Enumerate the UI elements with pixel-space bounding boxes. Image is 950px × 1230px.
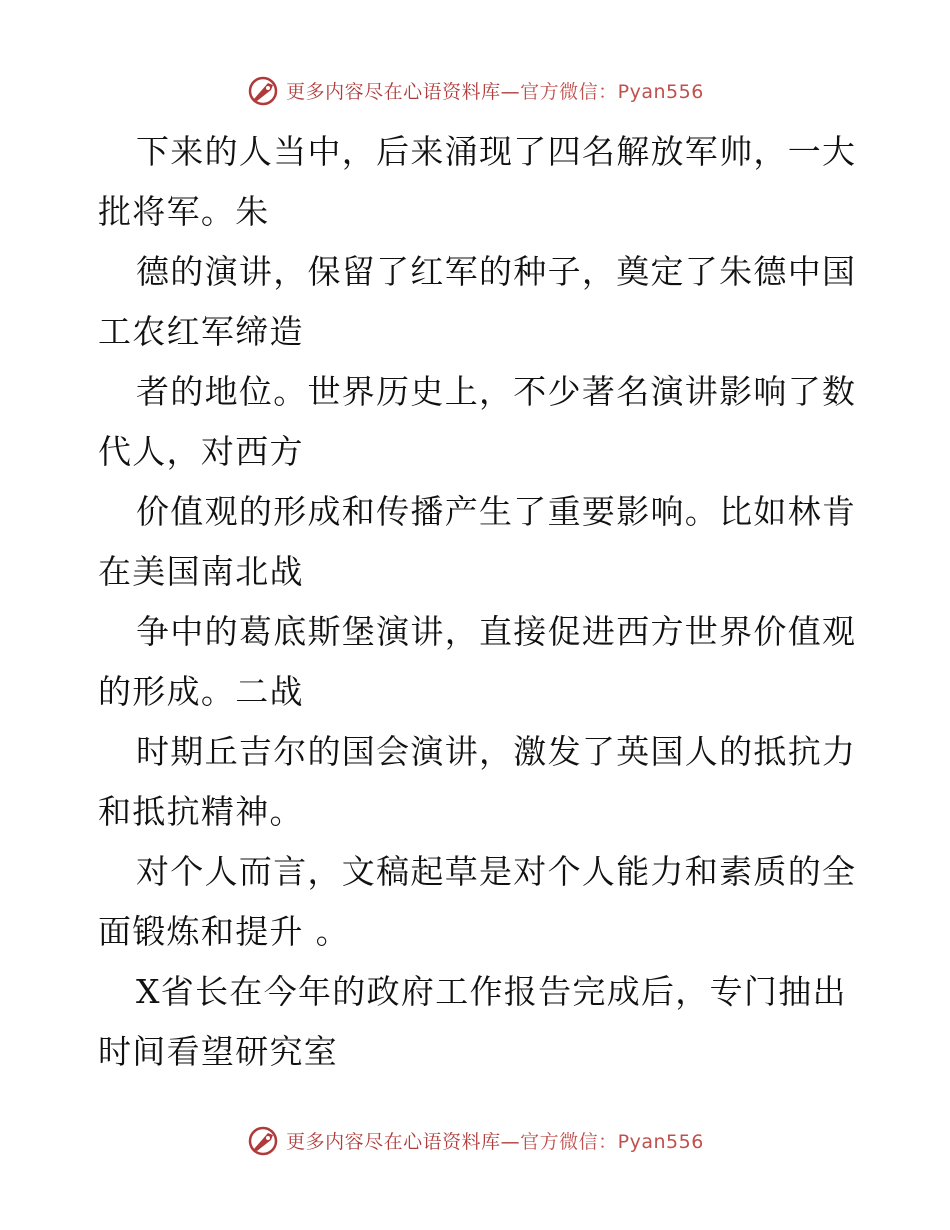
body-line: 时间看望研究室 — [98, 1032, 339, 1071]
pen-nib-logo-icon — [246, 1123, 280, 1157]
banner-wechat-text: 官方微信：Pyan556 — [520, 1130, 704, 1153]
pen-nib-logo-icon — [246, 73, 280, 107]
body-line: 下来的人当中，后来涌现了四名解放军帅，一大 — [136, 132, 857, 171]
body-line: 面锻炼和提升 。 — [98, 912, 350, 951]
body-line: 者的地位。世界历史上，不少著名演讲影响了数 — [136, 372, 857, 411]
banner-text — [286, 1127, 704, 1154]
body-line: 代人，对西方 — [98, 432, 304, 471]
body-line: 德的演讲，保留了红军的种子，奠定了朱德中国 — [136, 252, 857, 291]
body-line: 对个人而言，文稿起草是对个人能力和素质的全 — [136, 852, 857, 891]
banner-dash: — — [500, 80, 521, 103]
banner-text — [286, 77, 704, 104]
banner-site-text: 更多内容尽在心语资料库 — [286, 80, 501, 103]
body-line: X省长在今年的政府工作报告完成后，专门抽出 — [136, 972, 847, 1011]
banner-site-text: 更多内容尽在心语资料库 — [286, 1130, 501, 1153]
banner-wechat-text: 官方微信：Pyan556 — [520, 80, 704, 103]
body-line: 争中的葛底斯堡演讲，直接促进西方世界价值观 — [136, 612, 857, 651]
body-line: 价值观的形成和传播产生了重要影响。比如林肯 — [136, 492, 857, 531]
document-body — [98, 122, 858, 1082]
body-line: 的形成。二战 — [98, 672, 304, 711]
body-line: 批将军。朱 — [98, 192, 270, 231]
body-line: 时期丘吉尔的国会演讲，激发了英国人的抵抗力 — [136, 732, 857, 771]
body-line: 在美国南北战 — [98, 552, 304, 591]
header-banner — [0, 70, 950, 110]
body-line: 工农红军缔造 — [98, 312, 304, 351]
body-line: 和抵抗精神。 — [98, 792, 304, 831]
footer-banner — [0, 1120, 950, 1160]
banner-dash: — — [500, 1130, 521, 1153]
